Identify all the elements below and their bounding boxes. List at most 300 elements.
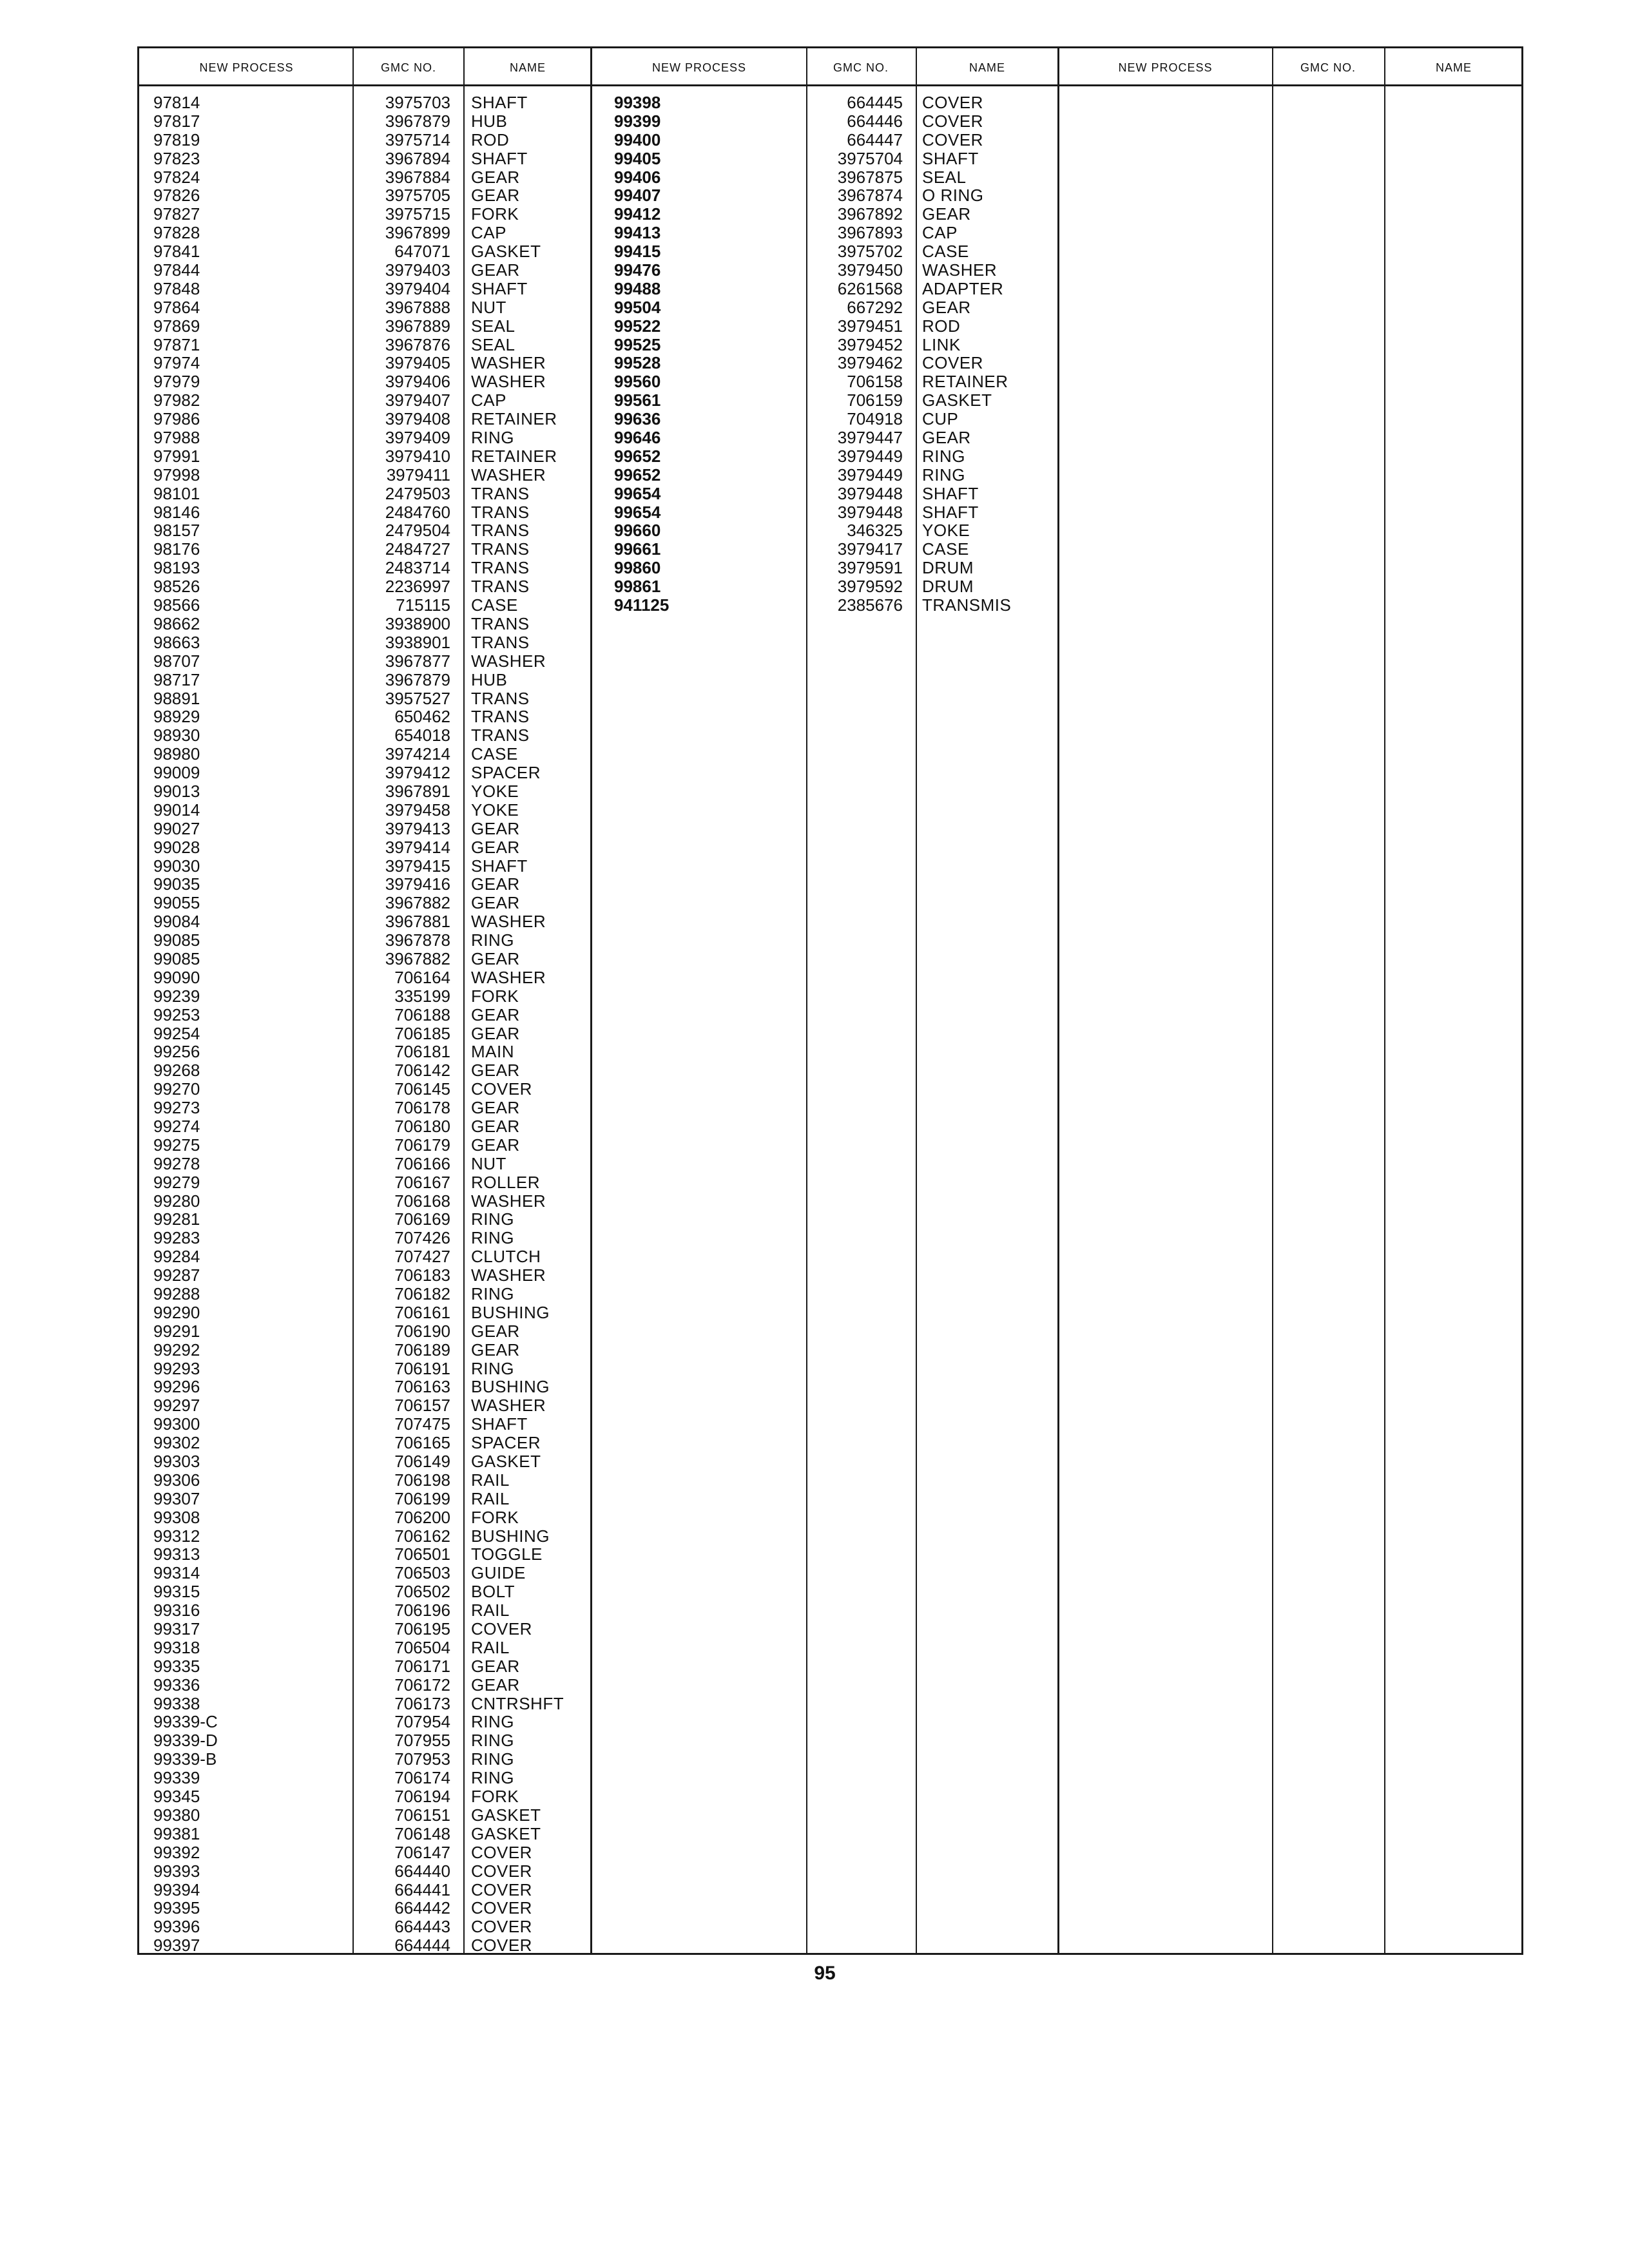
part-name-cell: COVER — [471, 1898, 532, 1918]
new-process-cell: 97986 — [153, 409, 200, 429]
gmc-number-cell: 3979410 — [385, 446, 450, 466]
part-name-cell: CUP — [922, 409, 959, 429]
new-process-cell: 98929 — [153, 707, 200, 727]
new-process-cell: 99279 — [153, 1172, 200, 1192]
gmc-number-cell: 706159 — [847, 390, 903, 410]
part-name-cell: DRUM — [922, 558, 974, 578]
part-name-cell: CASE — [922, 242, 969, 262]
gmc-number-cell: 706168 — [394, 1191, 450, 1211]
part-name-cell: RAIL — [471, 1637, 510, 1657]
gmc-number-cell: 3967878 — [385, 930, 450, 950]
part-name-cell: BUSHING — [471, 1302, 550, 1322]
gmc-number-cell: 647071 — [394, 242, 450, 262]
gmc-number-cell: 706161 — [394, 1302, 450, 1322]
header-divider — [139, 84, 1521, 86]
new-process-cell: 99335 — [153, 1656, 200, 1676]
part-name-cell: YOKE — [471, 781, 519, 801]
new-process-cell: 98566 — [153, 595, 200, 615]
new-process-cell: 97974 — [153, 353, 200, 373]
part-name-cell: SHAFT — [471, 856, 528, 876]
part-name-cell: CASE — [471, 744, 518, 764]
part-name-cell: SEAL — [922, 167, 967, 187]
part-name-cell: CLUTCH — [471, 1247, 541, 1267]
new-process-cell: 99407 — [614, 186, 661, 206]
new-process-cell: 99030 — [153, 856, 200, 876]
gmc-number-cell: 715115 — [396, 595, 450, 615]
gmc-number-cell: 706164 — [394, 967, 450, 987]
new-process-cell: 99027 — [153, 818, 200, 838]
gmc-number-cell: 706196 — [394, 1600, 450, 1620]
part-name-cell: GEAR — [471, 837, 520, 857]
new-process-cell: 99292 — [153, 1340, 200, 1360]
new-process-cell: 99646 — [614, 428, 661, 448]
header-column-divider — [916, 48, 917, 84]
part-name-cell: ADAPTER — [922, 278, 1004, 298]
new-process-cell: 99314 — [153, 1563, 200, 1583]
part-name-cell: GEAR — [471, 1061, 520, 1081]
new-process-cell: 99239 — [153, 986, 200, 1006]
part-name-cell: COVER — [471, 1879, 532, 1899]
gmc-number-cell: 3979409 — [385, 428, 450, 448]
gmc-number-cell: 3979407 — [385, 390, 450, 410]
gmc-number-cell: 3979411 — [386, 465, 450, 485]
header-column-divider — [1272, 48, 1273, 84]
part-name-cell: RING — [471, 1749, 514, 1769]
gmc-number-cell: 3938901 — [385, 632, 450, 652]
new-process-cell: 99522 — [614, 316, 661, 336]
gmc-number-cell: 664444 — [394, 1936, 450, 1956]
gmc-number-cell: 3975705 — [385, 186, 450, 206]
header-new-process-2: NEW PROCESS — [651, 61, 747, 74]
part-name-cell: SHAFT — [922, 483, 979, 503]
part-name-cell: GEAR — [471, 1023, 520, 1043]
gmc-number-cell: 706504 — [394, 1637, 450, 1657]
new-process-cell: 97824 — [153, 167, 200, 187]
header-new-process-1: NEW PROCESS — [199, 61, 294, 74]
new-process-cell: 97826 — [153, 186, 200, 206]
part-name-cell: COVER — [471, 1619, 532, 1639]
gmc-number-cell: 706502 — [394, 1582, 450, 1602]
gmc-number-cell: 6261568 — [837, 278, 903, 298]
part-name-cell: RING — [471, 1209, 514, 1229]
gmc-number-cell: 3967879 — [385, 669, 450, 689]
part-name-cell: RETAINER — [922, 372, 1008, 392]
new-process-cell: 99561 — [614, 390, 661, 410]
new-process-cell: 99660 — [614, 521, 661, 541]
part-name-cell: GEAR — [471, 167, 520, 187]
part-name-cell: RING — [471, 1712, 514, 1732]
gmc-number-cell: 3967891 — [385, 781, 450, 801]
gmc-number-cell: 3979451 — [837, 316, 903, 336]
name-column-2 — [922, 93, 1054, 615]
gmc-number-cell: 2483714 — [385, 558, 450, 578]
part-name-cell: WASHER — [471, 967, 546, 987]
part-name-cell: BUSHING — [471, 1526, 550, 1546]
part-name-cell: MAIN — [471, 1042, 514, 1062]
gmc-number-cell: 704918 — [847, 409, 903, 429]
part-name-cell: NUT — [471, 1153, 506, 1173]
new-process-cell: 99397 — [153, 1936, 200, 1956]
gmc-number-cell: 3967877 — [385, 651, 450, 671]
new-process-cell: 98930 — [153, 726, 200, 745]
new-process-cell: 97991 — [153, 446, 200, 466]
part-name-cell: WASHER — [471, 912, 546, 932]
part-name-cell: SHAFT — [471, 278, 528, 298]
gmc-number-cell: 3979412 — [385, 763, 450, 783]
gmc-number-cell: 3979449 — [837, 465, 903, 485]
gmc-number-cell: 2479503 — [385, 483, 450, 503]
new-process-cell: 97827 — [153, 204, 200, 224]
part-name-cell: GASKET — [922, 390, 992, 410]
part-name-cell: RING — [471, 1228, 514, 1248]
gmc-number-cell: 3979408 — [385, 409, 450, 429]
gmc-number-cell: 706181 — [394, 1042, 450, 1062]
new-process-cell: 99278 — [153, 1153, 200, 1173]
part-name-cell: HUB — [471, 669, 508, 689]
gmc-number-cell: 706162 — [394, 1526, 450, 1546]
new-process-cell: 99297 — [153, 1396, 200, 1416]
new-process-cell: 97844 — [153, 260, 200, 280]
new-process-cell: 941125 — [614, 595, 670, 615]
new-process-cell: 99406 — [614, 167, 661, 187]
new-process-cell: 99413 — [614, 223, 661, 243]
part-name-cell: WASHER — [922, 260, 998, 280]
gmc-number-cell: 2385676 — [837, 595, 903, 615]
part-name-cell: COVER — [471, 1079, 532, 1099]
new-process-cell: 99296 — [153, 1377, 200, 1397]
new-process-cell: 99253 — [153, 1004, 200, 1024]
new-process-cell: 99300 — [153, 1414, 200, 1434]
gmc-number-cell: 3979413 — [385, 818, 450, 838]
column-divider — [806, 84, 807, 1953]
new-process-cell: 98717 — [153, 669, 200, 689]
new-process-cell: 98526 — [153, 577, 200, 597]
new-process-cell: 98193 — [153, 558, 200, 578]
gmc-number-cell: 706145 — [394, 1079, 450, 1099]
new-process-cell: 97819 — [153, 130, 200, 149]
column-divider — [1272, 84, 1273, 1953]
part-name-cell: RETAINER — [471, 409, 557, 429]
part-name-cell: RAIL — [471, 1600, 510, 1620]
part-name-cell: TRANS — [471, 502, 530, 522]
gmc-number-cell: 706167 — [394, 1172, 450, 1192]
part-name-cell: COVER — [922, 353, 983, 373]
header-gmc-no-2: GMC NO. — [833, 61, 889, 74]
part-name-cell: YOKE — [471, 800, 519, 820]
part-name-cell: WASHER — [471, 1265, 546, 1285]
gmc-number-cell: 706189 — [394, 1340, 450, 1360]
part-name-cell: COVER — [471, 1861, 532, 1881]
gmc-number-cell: 3979458 — [385, 800, 450, 820]
part-name-cell: RAIL — [471, 1488, 510, 1508]
gmc-number-cell: 3967894 — [385, 148, 450, 168]
part-name-cell: DRUM — [922, 577, 974, 597]
gmc-no-column-1 — [361, 93, 450, 1955]
part-name-cell: RING — [471, 1284, 514, 1303]
gmc-number-cell: 667292 — [847, 297, 903, 317]
part-name-cell: TRANS — [471, 726, 530, 745]
part-name-cell: FORK — [471, 1507, 519, 1527]
new-process-cell: 98176 — [153, 539, 200, 559]
gmc-number-cell: 706174 — [394, 1768, 450, 1788]
part-name-cell: TRANS — [471, 632, 530, 652]
gmc-number-cell: 3967892 — [837, 204, 903, 224]
new-process-cell: 99055 — [153, 893, 200, 913]
gmc-number-cell: 706151 — [394, 1805, 450, 1825]
gmc-number-cell: 3979448 — [837, 483, 903, 503]
gmc-number-cell: 706158 — [847, 372, 903, 392]
part-name-cell: GEAR — [471, 874, 520, 894]
new-process-cell: 97979 — [153, 372, 200, 392]
gmc-number-cell: 706199 — [394, 1488, 450, 1508]
part-name-cell: RING — [922, 446, 965, 466]
group-divider-2 — [1057, 48, 1059, 1953]
new-process-cell: 99345 — [153, 1787, 200, 1807]
gmc-number-cell: 2484760 — [385, 502, 450, 522]
new-process-cell: 99275 — [153, 1135, 200, 1155]
part-name-cell: CAP — [471, 223, 506, 243]
header-column-divider — [1384, 48, 1385, 84]
part-name-cell: WASHER — [471, 353, 546, 373]
part-name-cell: SHAFT — [471, 1414, 528, 1434]
gmc-number-cell: 706194 — [394, 1787, 450, 1807]
new-process-cell: 99860 — [614, 558, 661, 578]
new-process-cell: 99281 — [153, 1209, 200, 1229]
name-column-1 — [471, 93, 587, 1955]
gmc-no-column-2 — [816, 93, 903, 615]
gmc-number-cell: 3979592 — [837, 577, 903, 597]
new-process-cell: 98891 — [153, 688, 200, 708]
new-process-cell: 99273 — [153, 1098, 200, 1118]
column-divider — [352, 84, 354, 1953]
part-name-cell: WASHER — [471, 651, 546, 671]
part-name-cell: COVER — [471, 1936, 532, 1956]
new-process-cell: 99392 — [153, 1842, 200, 1862]
gmc-number-cell: 707475 — [394, 1414, 450, 1434]
header-column-divider — [352, 48, 354, 84]
part-name-cell: FORK — [471, 1787, 519, 1807]
new-process-cell: 97841 — [153, 242, 200, 262]
gmc-number-cell: 335199 — [394, 986, 450, 1006]
gmc-number-cell: 3979591 — [837, 558, 903, 578]
gmc-number-cell: 664446 — [847, 111, 903, 131]
new-process-cell: 99035 — [153, 874, 200, 894]
part-name-cell: SEAL — [471, 316, 516, 336]
new-process-cell: 99270 — [153, 1079, 200, 1099]
part-name-cell: GEAR — [922, 297, 971, 317]
part-name-cell: GASKET — [471, 1805, 541, 1825]
part-name-cell: TRANSMIS — [922, 595, 1012, 615]
part-name-cell: GEAR — [471, 893, 520, 913]
part-name-cell: TRANS — [471, 613, 530, 633]
gmc-number-cell: 3979405 — [385, 353, 450, 373]
gmc-number-cell: 3967884 — [385, 167, 450, 187]
part-name-cell: O RING — [922, 186, 984, 206]
new-process-cell: 99315 — [153, 1582, 200, 1602]
gmc-number-cell: 3979404 — [385, 278, 450, 298]
part-name-cell: CAP — [922, 223, 958, 243]
new-process-column-1 — [153, 93, 321, 1955]
new-process-cell: 99317 — [153, 1619, 200, 1639]
part-name-cell: SEAL — [471, 334, 516, 354]
gmc-number-cell: 664440 — [394, 1861, 450, 1881]
part-name-cell: GASKET — [471, 242, 541, 262]
part-name-cell: GEAR — [922, 428, 971, 448]
part-name-cell: RING — [471, 1731, 514, 1751]
new-process-cell: 99268 — [153, 1061, 200, 1081]
part-name-cell: BOLT — [471, 1582, 515, 1602]
new-process-cell: 99528 — [614, 353, 661, 373]
new-process-cell: 99654 — [614, 502, 661, 522]
new-process-cell: 99339-C — [153, 1712, 218, 1732]
part-name-cell: GEAR — [471, 948, 520, 968]
part-name-cell: SPACER — [471, 763, 541, 783]
part-name-cell: TRANS — [471, 707, 530, 727]
gmc-number-cell: 706169 — [394, 1209, 450, 1229]
part-name-cell: SHAFT — [471, 148, 528, 168]
new-process-cell: 99318 — [153, 1637, 200, 1657]
gmc-number-cell: 3967882 — [385, 893, 450, 913]
new-process-cell: 97828 — [153, 223, 200, 243]
header-gmc-no-3: GMC NO. — [1300, 61, 1356, 74]
part-name-cell: GEAR — [471, 1098, 520, 1118]
header-name-2: NAME — [969, 61, 1005, 74]
part-name-cell: TOGGLE — [471, 1544, 543, 1564]
column-divider — [916, 84, 917, 1953]
gmc-number-cell: 3967899 — [385, 223, 450, 243]
new-process-cell: 99381 — [153, 1823, 200, 1843]
parts-cross-reference-table — [137, 46, 1523, 1955]
new-process-cell: 99861 — [614, 577, 661, 597]
new-process-cell: 99400 — [614, 130, 661, 149]
gmc-number-cell: 3974214 — [385, 744, 450, 764]
gmc-number-cell: 706188 — [394, 1004, 450, 1024]
part-name-cell: HUB — [471, 111, 508, 131]
new-process-cell: 99405 — [614, 148, 661, 168]
gmc-number-cell: 3967875 — [837, 167, 903, 187]
gmc-number-cell: 706182 — [394, 1284, 450, 1303]
gmc-number-cell: 3975714 — [385, 130, 450, 149]
part-name-cell: WASHER — [471, 465, 546, 485]
new-process-cell: 99398 — [614, 93, 661, 112]
gmc-number-cell: 346325 — [847, 521, 903, 541]
gmc-number-cell: 3967888 — [385, 297, 450, 317]
part-name-cell: RAIL — [471, 1470, 510, 1490]
new-process-cell: 98980 — [153, 744, 200, 764]
new-process-cell: 98707 — [153, 651, 200, 671]
part-name-cell: RING — [471, 1768, 514, 1788]
header-new-process-3: NEW PROCESS — [1118, 61, 1213, 74]
gmc-number-cell: 706147 — [394, 1842, 450, 1862]
part-name-cell: COVER — [922, 111, 983, 131]
gmc-number-cell: 3979452 — [837, 334, 903, 354]
new-process-cell: 99287 — [153, 1265, 200, 1285]
part-name-cell: WASHER — [471, 1191, 546, 1211]
new-process-cell: 99488 — [614, 278, 661, 298]
gmc-number-cell: 707427 — [394, 1247, 450, 1267]
gmc-number-cell: 3979449 — [837, 446, 903, 466]
new-process-cell: 99303 — [153, 1452, 200, 1472]
part-name-cell: CASE — [471, 595, 518, 615]
new-process-cell: 97871 — [153, 334, 200, 354]
new-process-cell: 99636 — [614, 409, 661, 429]
part-name-cell: SPACER — [471, 1433, 541, 1453]
new-process-cell: 98662 — [153, 613, 200, 633]
gmc-number-cell: 3967876 — [385, 334, 450, 354]
new-process-cell: 97848 — [153, 278, 200, 298]
part-name-cell: WASHER — [471, 372, 546, 392]
gmc-number-cell: 2479504 — [385, 521, 450, 541]
part-name-cell: YOKE — [922, 521, 970, 541]
part-name-cell: NUT — [471, 297, 506, 317]
page-number: 95 — [814, 1963, 836, 1984]
gmc-number-cell: 3967882 — [385, 948, 450, 968]
part-name-cell: CASE — [922, 539, 969, 559]
header-gmc-no-1: GMC NO. — [381, 61, 436, 74]
gmc-number-cell: 706148 — [394, 1823, 450, 1843]
part-name-cell: ROD — [471, 130, 510, 149]
gmc-number-cell: 706172 — [394, 1675, 450, 1695]
part-name-cell: GEAR — [471, 1116, 520, 1136]
new-process-cell: 98146 — [153, 502, 200, 522]
gmc-number-cell: 3967879 — [385, 111, 450, 131]
part-name-cell: TRANS — [471, 539, 530, 559]
gmc-number-cell: 706503 — [394, 1563, 450, 1583]
part-name-cell: GUIDE — [471, 1563, 526, 1583]
header-column-divider — [806, 48, 807, 84]
new-process-cell: 97982 — [153, 390, 200, 410]
gmc-number-cell: 3979403 — [385, 260, 450, 280]
new-process-cell: 97988 — [153, 428, 200, 448]
new-process-cell: 99085 — [153, 948, 200, 968]
new-process-cell: 99394 — [153, 1879, 200, 1899]
gmc-number-cell: 3979450 — [837, 260, 903, 280]
gmc-number-cell: 706190 — [394, 1321, 450, 1341]
new-process-cell: 99014 — [153, 800, 200, 820]
gmc-number-cell: 706166 — [394, 1153, 450, 1173]
new-process-cell: 97823 — [153, 148, 200, 168]
gmc-number-cell: 3975703 — [385, 93, 450, 112]
gmc-number-cell: 3979416 — [385, 874, 450, 894]
gmc-number-cell: 3979415 — [385, 856, 450, 876]
gmc-number-cell: 706149 — [394, 1452, 450, 1472]
gmc-number-cell: 3975704 — [837, 148, 903, 168]
part-name-cell: TRANS — [471, 558, 530, 578]
new-process-cell: 99254 — [153, 1023, 200, 1043]
gmc-number-cell: 706191 — [394, 1358, 450, 1378]
part-name-cell: GEAR — [922, 204, 971, 224]
new-process-cell: 99415 — [614, 242, 661, 262]
new-process-cell: 99280 — [153, 1191, 200, 1211]
new-process-cell: 99661 — [614, 539, 661, 559]
new-process-cell: 97814 — [153, 93, 200, 112]
part-name-cell: FORK — [471, 204, 519, 224]
new-process-cell: 99302 — [153, 1433, 200, 1453]
new-process-cell: 99316 — [153, 1600, 200, 1620]
part-name-cell: GEAR — [471, 1675, 520, 1695]
gmc-number-cell: 3957527 — [385, 688, 450, 708]
new-process-cell: 99085 — [153, 930, 200, 950]
column-divider — [463, 84, 465, 1953]
part-name-cell: RETAINER — [471, 446, 557, 466]
part-name-cell: GEAR — [471, 1135, 520, 1155]
gmc-number-cell: 3979417 — [837, 539, 903, 559]
part-name-cell: GEAR — [471, 260, 520, 280]
gmc-number-cell: 706157 — [394, 1396, 450, 1416]
part-name-cell: TRANS — [471, 688, 530, 708]
gmc-number-cell: 664445 — [847, 93, 903, 112]
gmc-number-cell: 707954 — [394, 1712, 450, 1732]
